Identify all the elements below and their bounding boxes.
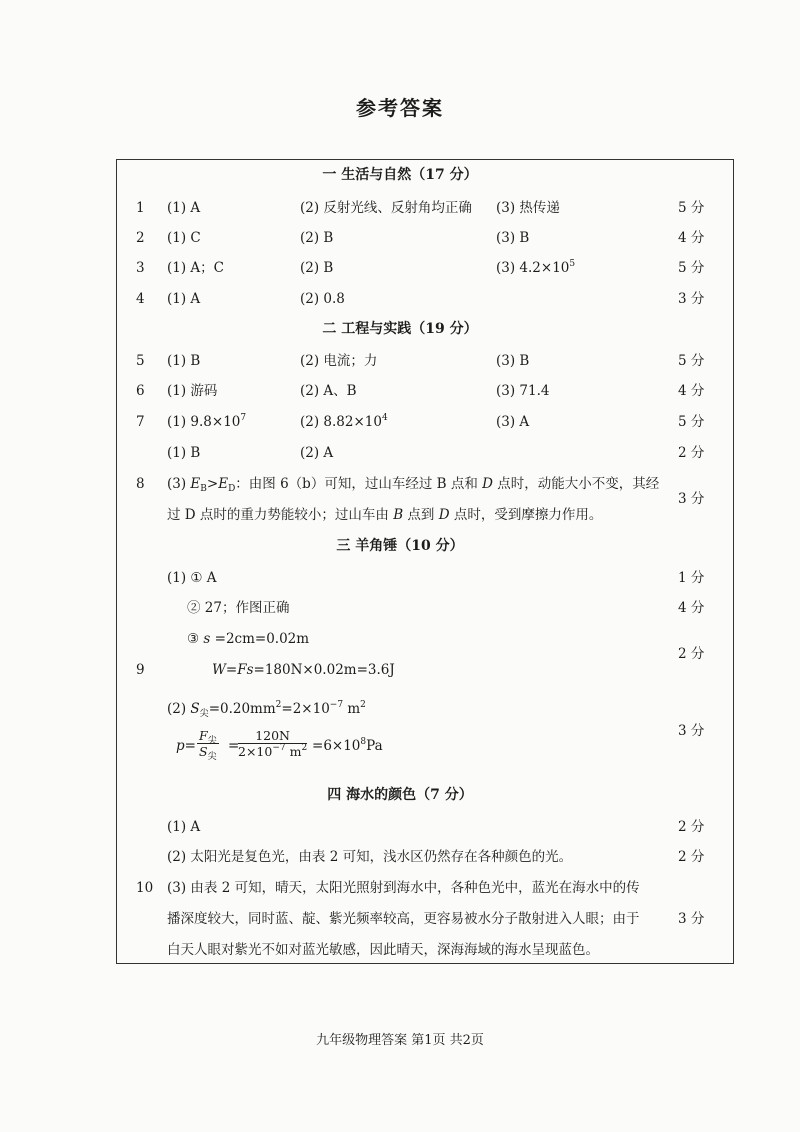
area-exponent-1: 2 bbox=[275, 700, 282, 710]
question-number-2: 2 bbox=[136, 230, 145, 246]
section-heading-3: 三 羊角锤（10 分） bbox=[336, 538, 464, 554]
q3-answer-2: (2) B bbox=[300, 260, 334, 276]
q2-answer-3: (3) B bbox=[496, 230, 530, 246]
q1-answer-1: (1) A bbox=[167, 200, 201, 216]
pressure-result bbox=[312, 737, 383, 755]
page-title: 参考答案 bbox=[356, 96, 444, 120]
point-d-label: D bbox=[482, 476, 493, 492]
q10-part-1: (1) A bbox=[167, 819, 201, 835]
question-number-5: 5 bbox=[136, 353, 145, 369]
q8-answer-3-line-1 bbox=[167, 475, 659, 493]
section-heading-4: 四 海水的颜色（7 分） bbox=[327, 787, 473, 803]
distance-symbol: s bbox=[203, 631, 211, 647]
q9-score-4: 3 分 bbox=[678, 723, 705, 739]
q9-part-1-3 bbox=[187, 630, 309, 648]
denominator-exponent: −7 bbox=[272, 743, 286, 753]
area-value-1: =0.20mm bbox=[208, 701, 276, 717]
fraction-numerator-2: 120N bbox=[238, 728, 307, 744]
pressure-letter: p bbox=[176, 738, 185, 754]
q3-answer-3-exponent: 5 bbox=[569, 259, 576, 269]
pressure-equals-2: = bbox=[228, 738, 240, 754]
work-symbol: W bbox=[212, 662, 226, 678]
pressure-fraction-numeric bbox=[238, 728, 307, 759]
pressure-symbol bbox=[176, 737, 196, 755]
question-number-7: 7 bbox=[136, 414, 145, 430]
q8-explanation-2: 点时，动能大小不变，其经 bbox=[492, 476, 660, 492]
q6-answer-3: (3) 71.4 bbox=[496, 383, 550, 399]
q9-part-2-label: (2) bbox=[167, 701, 191, 717]
q7-score: 5 分 bbox=[678, 414, 705, 430]
q3-answer-1: (1) A；C bbox=[167, 260, 224, 276]
q1-answer-3: (3) 热传递 bbox=[496, 200, 560, 216]
q6-answer-1: (1) 游码 bbox=[167, 383, 218, 399]
q9-part-1-3-label: ③ bbox=[187, 631, 204, 647]
q1-score: 5 分 bbox=[678, 200, 705, 216]
q7-answer-2-exponent: 4 bbox=[381, 413, 388, 423]
question-number-8: 8 bbox=[136, 476, 145, 492]
question-number-6: 6 bbox=[136, 383, 145, 399]
energy-symbol-b: E bbox=[190, 476, 201, 492]
q6-answer-2: (2) A、B bbox=[300, 383, 357, 399]
fraction-denominator-1 bbox=[197, 744, 219, 762]
q6-score: 4 分 bbox=[678, 383, 705, 399]
q8-explanation-5: 点时，受到摩擦力作用。 bbox=[449, 507, 603, 523]
work-formula bbox=[212, 661, 395, 679]
page-footer: 九年级物理答案 第1页 共2页 bbox=[316, 1033, 484, 1048]
q5-answer-3: (3) B bbox=[496, 353, 530, 369]
distance-value: =2cm=0.02m bbox=[210, 631, 310, 647]
q9-part-1-1: (1) ① A bbox=[167, 570, 217, 586]
fraction-denominator-2 bbox=[238, 744, 307, 759]
q8-explanation-1: ：由图 6（b）可知，过山车经过 B 点和 bbox=[235, 476, 483, 492]
pressure-result-base: 6×10 bbox=[323, 738, 361, 754]
force-symbol: F bbox=[237, 662, 247, 678]
q8-explanation-4: 点到 bbox=[403, 507, 439, 523]
greater-than-sign: > bbox=[206, 476, 219, 492]
fraction-numerator-1 bbox=[197, 728, 219, 744]
pressure-equals-3: = bbox=[312, 738, 324, 754]
pressure-equals: = bbox=[184, 738, 196, 754]
question-number-4: 4 bbox=[136, 291, 145, 307]
q7-answer-1 bbox=[167, 413, 246, 431]
q10-part-3-line-1: (3) 由表 2 可知，晴天，太阳光照射到海水中，各种色光中，蓝光在海水中的传 bbox=[167, 880, 640, 896]
q4-answer-1: (1) A bbox=[167, 291, 201, 307]
section-heading-2: 二 工程与实践（19 分） bbox=[322, 321, 478, 337]
q2-answer-1: (1) C bbox=[167, 230, 201, 246]
energy-symbol-d: E bbox=[218, 476, 229, 492]
q8-answer-3-line-2 bbox=[167, 506, 602, 524]
distance-symbol-2: s bbox=[246, 662, 254, 678]
force-symbol-2: F bbox=[199, 728, 208, 743]
q8-explanation-3: 过 D 点时的重力势能较小；过山车由 bbox=[167, 507, 394, 523]
q9-score-2: 4 分 bbox=[678, 600, 705, 616]
energy-subscript-d: D bbox=[228, 484, 236, 494]
q9-score-1: 1 分 bbox=[678, 570, 705, 586]
area-value-2: =2×10 bbox=[281, 701, 330, 717]
q1-answer-2: (2) 反射光线、反射角均正确 bbox=[300, 200, 472, 216]
q5-score: 5 分 bbox=[678, 353, 705, 369]
q10-score-1: 2 分 bbox=[678, 819, 705, 835]
work-equals: = bbox=[225, 662, 238, 678]
pressure-result-exponent: 8 bbox=[360, 737, 367, 747]
question-number-9: 9 bbox=[136, 662, 145, 678]
q10-part-3-line-2: 播深度较大，同时蓝、靛、紫光频率较高，更容易被水分子散射进入人眼；由于 bbox=[167, 911, 640, 927]
area-unit-exponent: 2 bbox=[360, 700, 366, 710]
q10-part-3-line-3: 白天人眼对紫光不如对蓝光敏感，因此晴天，深海海域的海水呈现蓝色。 bbox=[167, 942, 599, 958]
q2-answer-2: (2) B bbox=[300, 230, 334, 246]
pressure-result-unit: Pa bbox=[366, 738, 383, 754]
q9-part-1-2: ② 27；作图正确 bbox=[187, 600, 290, 616]
q5-answer-1: (1) B bbox=[167, 353, 201, 369]
q4-score: 3 分 bbox=[678, 291, 705, 307]
q8-part-label: (3) bbox=[167, 476, 191, 492]
q7-answer-2 bbox=[300, 413, 388, 431]
question-number-10: 10 bbox=[136, 880, 154, 896]
q7-answer-1-base: (1) 9.8×10 bbox=[167, 414, 241, 430]
q10-score-3: 3 分 bbox=[678, 911, 705, 927]
q7-answer-2-base: (2) 8.82×10 bbox=[300, 414, 382, 430]
pressure-fraction-symbolic bbox=[197, 728, 219, 762]
q10-part-2: (2) 太阳光是复色光，由表 2 可知，浅水区仍然存在各种颜色的光。 bbox=[167, 849, 573, 865]
energy-subscript-b: B bbox=[200, 484, 207, 494]
question-number-3: 3 bbox=[136, 260, 145, 276]
area-subscript-2: 尖 bbox=[207, 752, 217, 762]
q8-score-1: 2 分 bbox=[678, 445, 705, 461]
area-unit: m bbox=[343, 701, 361, 717]
q4-answer-2: (2) 0.8 bbox=[300, 291, 345, 307]
answer-table-frame bbox=[116, 159, 734, 964]
denominator-unit-exponent: 2 bbox=[301, 743, 308, 753]
area-symbol-2: S bbox=[199, 744, 208, 759]
q7-answer-1-exponent: 7 bbox=[240, 413, 247, 423]
area-symbol: S bbox=[190, 701, 200, 717]
force-subscript: 尖 bbox=[207, 736, 217, 746]
question-number-1: 1 bbox=[136, 200, 145, 216]
q8-answer-2: (2) A bbox=[300, 445, 334, 461]
q7-answer-3: (3) A bbox=[496, 414, 530, 430]
q2-score: 4 分 bbox=[678, 230, 705, 246]
q10-score-2: 2 分 bbox=[678, 849, 705, 865]
q5-answer-2: (2) 电流；力 bbox=[300, 353, 378, 369]
q8-answer-1: (1) B bbox=[167, 445, 201, 461]
work-value: =180N×0.02m=3.6J bbox=[253, 662, 395, 678]
q9-score-3: 2 分 bbox=[678, 646, 705, 662]
q3-answer-3 bbox=[496, 259, 575, 277]
section-heading-1: 一 生活与自然（17 分） bbox=[322, 167, 478, 183]
denominator-unit: m bbox=[285, 744, 302, 759]
denominator-base: 2×10 bbox=[238, 744, 273, 759]
point-d-label-2: D bbox=[438, 507, 450, 523]
q8-score-2: 3 分 bbox=[678, 491, 705, 507]
point-b-label: B bbox=[393, 507, 404, 523]
q3-answer-3-base: (3) 4.2×10 bbox=[496, 260, 570, 276]
area-formula bbox=[167, 700, 366, 718]
q3-score: 5 分 bbox=[678, 260, 705, 276]
area-exponent-2: −7 bbox=[329, 700, 344, 710]
area-subscript: 尖 bbox=[199, 709, 209, 719]
